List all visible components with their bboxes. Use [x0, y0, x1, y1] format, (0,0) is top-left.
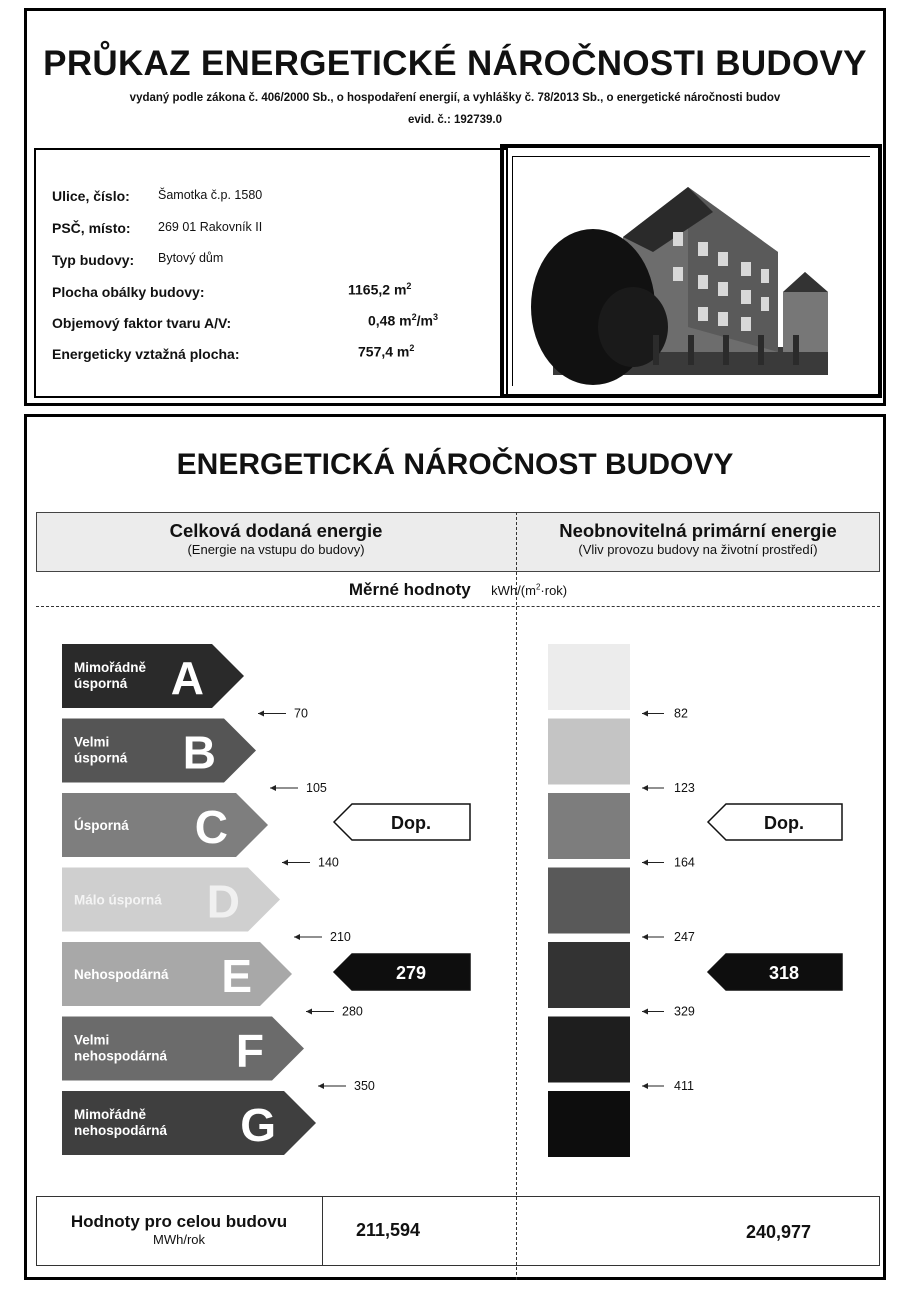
primary-class-bar-2	[548, 719, 630, 785]
svg-text:123: 123	[674, 781, 695, 795]
left-threshold-70	[258, 707, 308, 721]
street-label: Ulice, číslo:	[52, 188, 130, 204]
certificate-title: PRŮKAZ ENERGETICKÉ NÁROČNOSTI BUDOVY	[43, 44, 867, 83]
delivered-energy-subtitle: (Energie na vstupu do budovy)	[187, 542, 365, 557]
primary-energy-header	[516, 520, 880, 557]
shape-factor-value: 0,48 $m^2/m^3$	[368, 312, 438, 329]
left-threshold-105	[270, 781, 327, 795]
left-threshold-140	[282, 856, 339, 870]
right-threshold-411	[642, 1079, 694, 1093]
class-b-label-2: úsporná	[74, 750, 128, 766]
left-threshold-280	[306, 1005, 363, 1019]
class-e-bar	[62, 942, 292, 1006]
class-d-label-1: Málo úsporná	[74, 892, 162, 908]
envelope-area-label: Plocha obálky budovy:	[52, 284, 205, 300]
class-f-bar	[62, 1017, 304, 1081]
column-divider	[516, 512, 517, 1280]
svg-text:164: 164	[674, 855, 695, 870]
right-recommended-marker	[708, 804, 842, 840]
svg-text:Dop.: Dop.	[764, 813, 804, 833]
delivered-energy-title: Celková dodaná energie	[169, 520, 383, 541]
building-info-box	[34, 148, 508, 398]
class-c-letter: C	[194, 801, 228, 853]
svg-text:329: 329	[674, 1004, 695, 1019]
envelope-area-value: 1165,2 $m^2$	[348, 281, 412, 298]
svg-text:140: 140	[318, 855, 339, 870]
specific-values-unit: kWh/$(m^2\cdot rok)$	[491, 582, 568, 598]
primary-class-bar-4	[548, 868, 630, 934]
right-actual-marker	[708, 954, 842, 990]
building-totals-unit: MWh/rok	[153, 1232, 205, 1247]
class-e-label-1: Nehospodárná	[74, 967, 169, 982]
class-b-bar	[62, 719, 256, 783]
delivered-energy-scale	[36, 610, 516, 1190]
svg-text:210: 210	[330, 930, 351, 944]
shape-factor-label: Objemový faktor tvaru A/V:	[52, 315, 232, 331]
class-c-bar	[62, 793, 268, 857]
psc-label: PSČ, místo:	[52, 220, 131, 236]
primary-class-bar-1	[548, 644, 630, 710]
reference-area-value: 757,4 $m^2$	[358, 343, 415, 360]
header-divider	[36, 606, 880, 607]
class-g-label-1: Mimořádně	[74, 1107, 147, 1122]
primary-class-bar-7	[548, 1091, 630, 1157]
primary-class-bar-3	[548, 793, 630, 859]
class-b-label-1: Velmi	[74, 734, 110, 750]
left-actual-marker	[334, 954, 470, 990]
svg-text:411: 411	[674, 1079, 694, 1093]
building-photo-frame	[500, 144, 882, 398]
primary-class-bar-6	[548, 1017, 630, 1083]
class-f-label-1: Velmi	[74, 1032, 110, 1048]
svg-text:280: 280	[342, 1004, 363, 1019]
svg-text:105: 105	[306, 781, 327, 795]
class-g-letter: G	[240, 1099, 276, 1151]
right-threshold-164	[642, 856, 695, 870]
certificate-subtitle: vydaný podle zákona č. 406/2000 Sb., o hospodaření energií, a vyhlášky č. 78/2013 Sb., o energetické náročnosti budov	[129, 92, 781, 104]
delivered-energy-header	[36, 520, 516, 557]
right-threshold-329	[642, 1005, 695, 1019]
class-d-bar	[62, 868, 280, 932]
class-a-label-2: úsporná	[74, 676, 128, 691]
class-f-label-2: nehospodárná	[74, 1048, 168, 1064]
evidence-number: evid. č.: 192739.0	[408, 114, 502, 126]
class-b-letter: B	[182, 726, 216, 779]
class-g-bar	[62, 1091, 316, 1155]
right-threshold-123	[642, 781, 695, 795]
psc-value: 269 01 Rakovník II	[158, 220, 263, 234]
street-value: Šamotka č.p. 1580	[158, 188, 263, 202]
svg-text:279: 279	[395, 963, 427, 983]
primary-energy-title: Neobnovitelná primární energie	[559, 520, 837, 541]
class-a-label-1: Mimořádně	[74, 660, 147, 675]
class-g-label-2: nehospodárná	[74, 1123, 168, 1138]
delivered-energy-total: 211,594	[356, 1220, 421, 1240]
primary-class-bar-5	[548, 942, 630, 1008]
specific-values-row	[36, 580, 880, 600]
building-totals-title	[36, 1212, 322, 1247]
left-threshold-350	[318, 1079, 375, 1093]
svg-text:82: 82	[674, 706, 688, 721]
class-c-label-1: Úsporná	[74, 818, 129, 833]
primary-energy-subtitle: (Vliv provozu budovy na životní prostředí)	[578, 542, 818, 557]
primary-energy-total: 240,977	[746, 1222, 812, 1242]
left-threshold-210	[294, 930, 351, 944]
left-recommended-marker	[334, 804, 470, 840]
svg-text:247: 247	[674, 930, 695, 944]
svg-text:318: 318	[768, 963, 800, 983]
building-photo	[513, 157, 875, 391]
class-d-letter: D	[206, 875, 240, 928]
right-threshold-247	[642, 930, 695, 944]
specific-values-label: Měrné hodnoty	[348, 580, 471, 599]
footer-divider	[322, 1196, 323, 1266]
class-e-letter: E	[221, 950, 252, 1002]
class-a-bar	[62, 644, 244, 708]
reference-area-label: Energeticky vztažná plocha:	[52, 346, 240, 362]
svg-text:Dop.: Dop.	[391, 813, 431, 833]
building-type-value: Bytový dům	[158, 251, 224, 265]
svg-text:70: 70	[294, 706, 308, 721]
building-totals-label: Hodnoty pro celou budovu	[70, 1212, 288, 1231]
class-a-letter: A	[170, 652, 204, 704]
primary-energy-scale	[518, 610, 880, 1190]
energy-section-title: ENERGETICKÁ NÁROČNOST BUDOVY	[176, 448, 734, 481]
svg-text:350: 350	[354, 1079, 375, 1093]
building-type-label: Typ budovy:	[52, 252, 135, 268]
class-f-letter: F	[235, 1024, 264, 1077]
right-threshold-82	[642, 707, 688, 721]
